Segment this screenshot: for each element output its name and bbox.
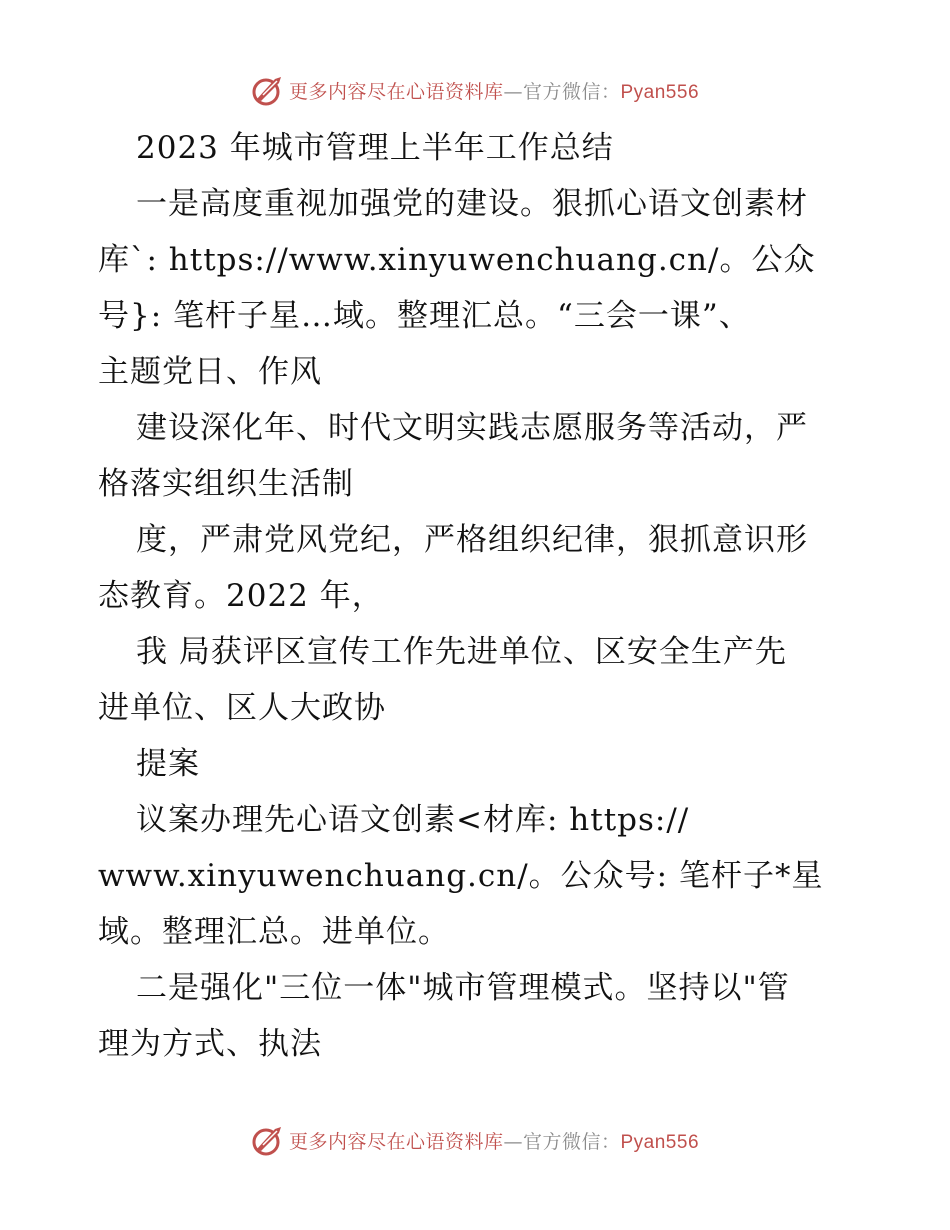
quill-logo-icon [251, 73, 285, 107]
paragraph-line: 一是高度重视加强党的建设。狠抓心语文创素材 [136, 186, 808, 222]
document-body [98, 120, 858, 1072]
footer-banner [0, 1120, 950, 1160]
paragraph-line: 态教育。2022 年， [98, 578, 384, 614]
banner-dash-text: —官方微信： [503, 80, 621, 103]
banner-text [289, 77, 699, 104]
banner-wechat-id: Pyan556 [620, 81, 700, 103]
banner-main-text: 更多内容尽在心语资料库 [288, 1130, 504, 1153]
document-title: 2023 年城市管理上半年工作总结 [136, 130, 614, 166]
paragraph-line: www.xinyuwenchuang.cn/。公众号: 笔杆子*星 [98, 858, 824, 894]
quill-logo-icon [251, 1123, 285, 1157]
banner-dash-text: —官方微信： [503, 1130, 621, 1153]
paragraph-line: 号}: 笔杆子星…域。整理汇总。“三会一课”、 [98, 298, 751, 334]
paragraph-line: 主题党日、作风 [98, 354, 322, 390]
paragraph-line: 建设深化年、时代文明实践志愿服务等活动，严 [136, 410, 808, 446]
header-banner [0, 70, 950, 110]
paragraph-line: 议案办理先心语文创素<材库: https:// [136, 802, 690, 838]
banner-main-text: 更多内容尽在心语资料库 [288, 80, 504, 103]
paragraph-line: 度，严肃党风党纪，严格组织纪律，狠抓意识形 [136, 522, 808, 558]
paragraph-line: 库`: https://www.xinyuwenchuang.cn/。公众 [98, 242, 816, 278]
paragraph-line: 我 局获评区宣传工作先进单位、区安全生产先 [136, 634, 787, 670]
paragraph-line: 进单位、区人大政协 [98, 690, 386, 726]
paragraph-line: 格落实组织生活制 [98, 466, 354, 502]
paragraph-line: 提案 [136, 746, 200, 782]
banner-text [289, 1127, 699, 1154]
banner-wechat-id: Pyan556 [620, 1131, 700, 1153]
paragraph-line: 二是强化"三位一体"城市管理模式。坚持以"管 [136, 970, 790, 1006]
paragraph-line: 域。整理汇总。进单位。 [98, 914, 450, 950]
paragraph-line: 理为方式、执法 [98, 1026, 322, 1062]
